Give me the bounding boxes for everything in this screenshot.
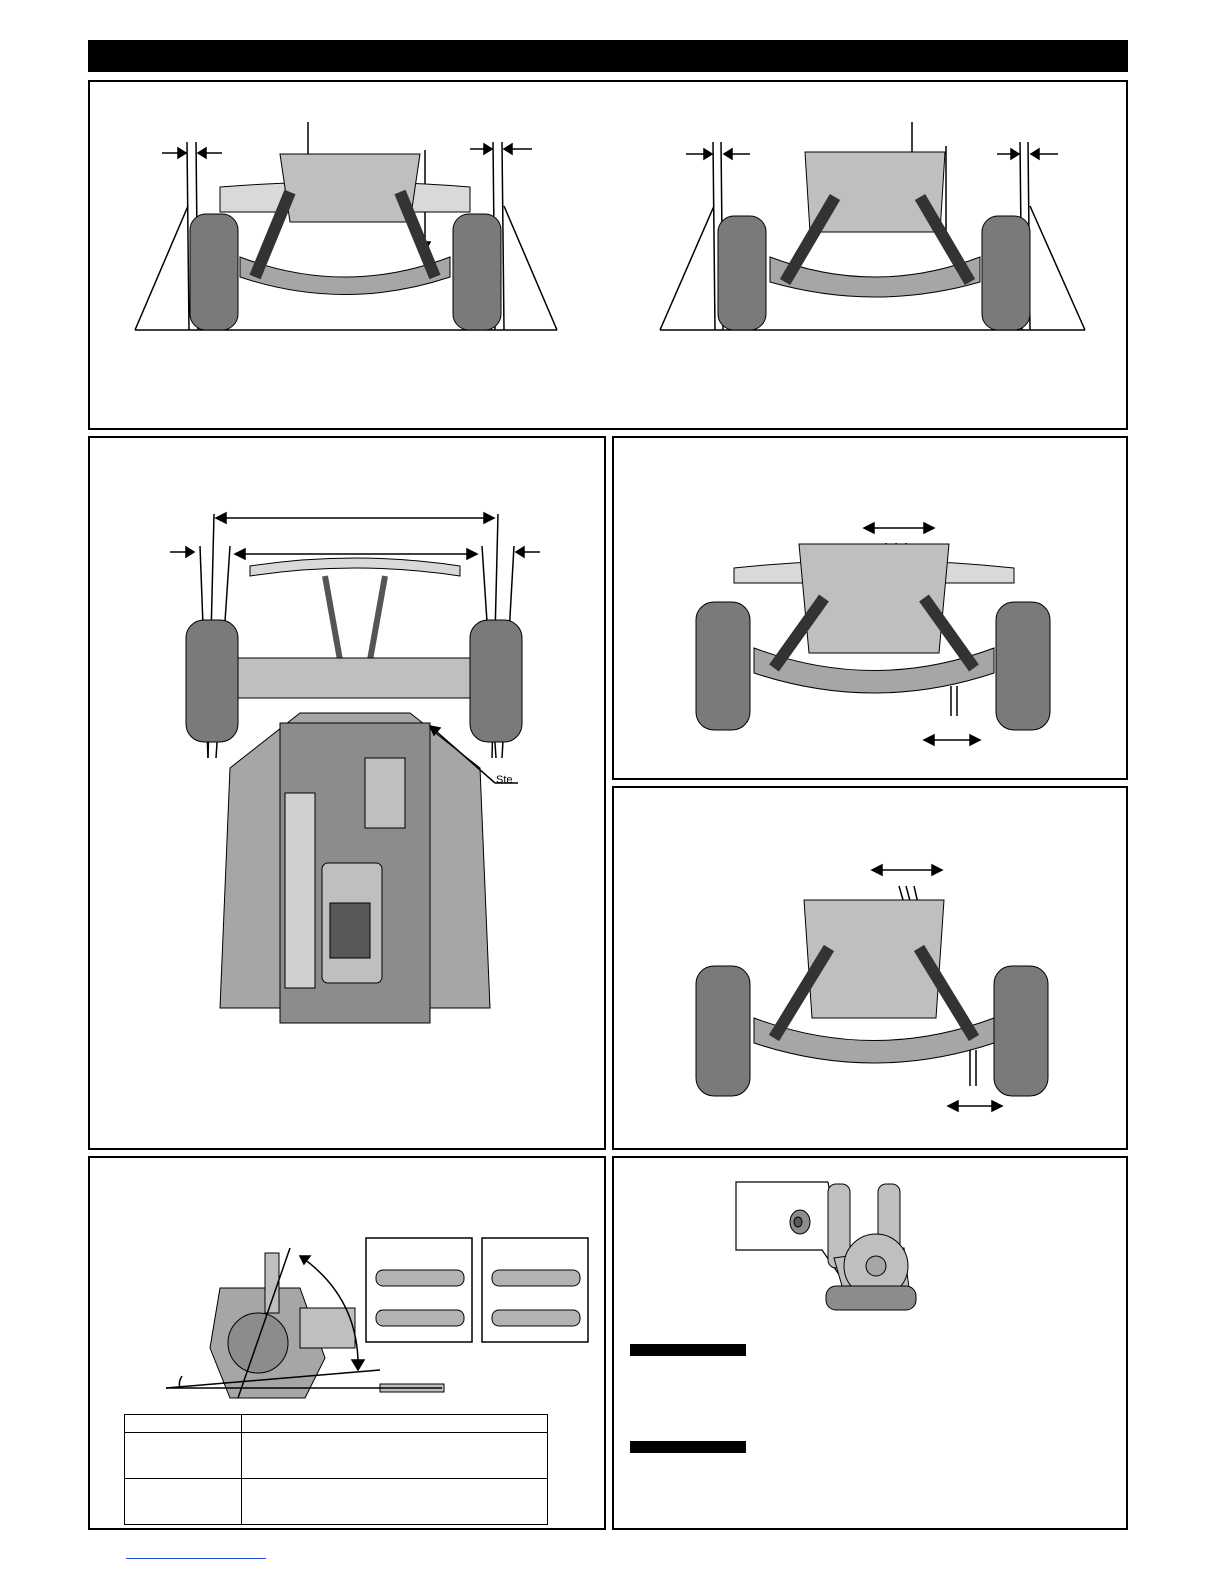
camber-panel — [88, 80, 1128, 430]
front-link-panel — [612, 436, 1128, 780]
table-row — [125, 1433, 548, 1479]
camber-negative-car-body — [190, 154, 501, 330]
table-row — [125, 1479, 548, 1525]
bump-panel — [612, 1156, 1128, 1530]
toe-car-body — [186, 558, 522, 1023]
table-row — [125, 1415, 548, 1433]
caster-blocks — [366, 1238, 588, 1342]
steering-label: Ste — [496, 774, 513, 786]
rear-link-diagram — [614, 788, 1130, 1152]
rear-link-panel — [612, 786, 1128, 1150]
camber-positive-car-body — [718, 152, 1030, 330]
table-cell — [242, 1415, 548, 1433]
front-link-car-body — [696, 544, 1050, 730]
front-link-diagram — [614, 438, 1130, 782]
toe-diagram — [90, 438, 608, 1152]
bump-spacer-icon — [790, 1210, 810, 1234]
caster-table — [124, 1414, 548, 1525]
bump-note-bar-2 — [630, 1441, 746, 1453]
footer-link-underline[interactable] — [126, 1558, 266, 1559]
bump-knuckle — [826, 1184, 916, 1310]
toe-panel — [88, 436, 606, 1150]
camber-diagram — [90, 82, 1130, 432]
table-cell — [125, 1433, 242, 1479]
caster-panel — [88, 1156, 606, 1530]
section-header-bar — [88, 40, 1128, 72]
table-cell — [125, 1415, 242, 1433]
table-cell — [242, 1479, 548, 1525]
table-cell — [125, 1479, 242, 1525]
bump-note-bar-1 — [630, 1344, 746, 1356]
rear-link-car-body — [696, 900, 1048, 1096]
table-cell — [242, 1433, 548, 1479]
